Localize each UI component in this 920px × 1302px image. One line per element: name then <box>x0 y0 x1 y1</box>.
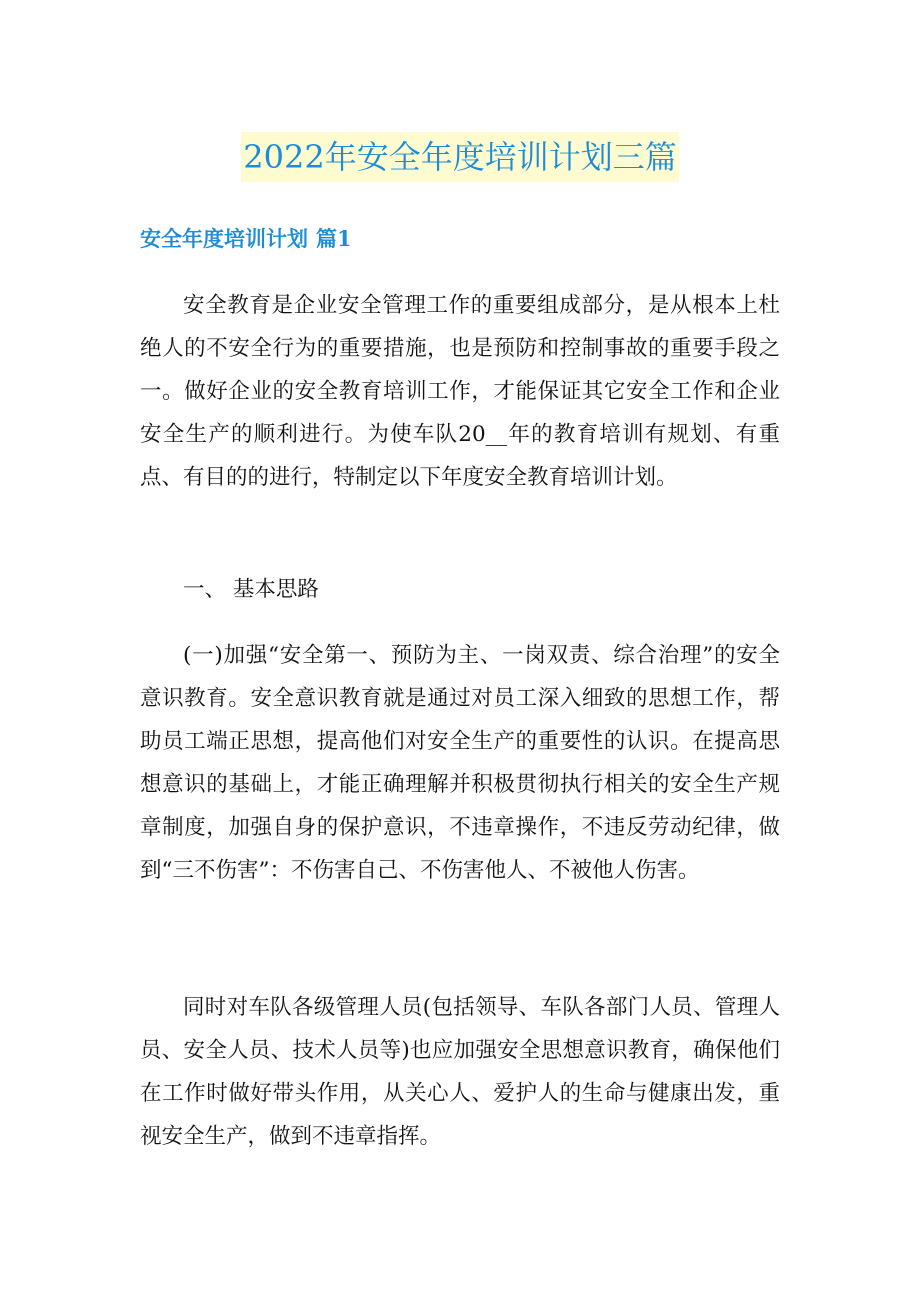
paragraph-intro: 安全教育是企业安全管理工作的重要组成部分，是从根本上杜绝人的不安全行为的重要措施，也是预防和控制事故的重要手段之一。做好企业的安全教育培训工作，才能保证其它安全工作和企业安全生产的顺利进行。为使车队20__年的教育培训有规划、有重点、有目的的进行，特制定以下年度安全教育培训计划。 <box>140 293 780 490</box>
section-heading-number: 篇1 <box>316 226 352 251</box>
paragraph-management-education: 同时对车队各级管理人员(包括领导、车队各部门人员、管理人员、安全人员、技术人员等)也应加强安全思想意识教育，确保他们在工作时做好带头作用，从关心人、爱护人的生命与健康出发，重视安全生产，做到不违章指挥。 <box>140 995 780 1149</box>
section-heading <box>140 222 352 256</box>
section-heading-text: 安全年度培训计划 <box>140 226 308 251</box>
document-title: 2022年安全年度培训计划三篇 <box>241 132 678 182</box>
title-container <box>0 132 920 182</box>
subheading-basic-ideas: 一、 基本思路 <box>183 577 319 602</box>
paragraph-safety-awareness: (一)加强“安全第一、预防为主、一岗双责、综合治理”的安全意识教育。安全意识教育就是通过对员工深入细致的思想工作，帮助员工端正思想，提高他们对安全生产的重要性的认识。在提高思想意识的基础上，才能正确理解并积极贯彻执行相关的安全生产规章制度，加强自身的保护意识，不违章操作，不违反劳动纪律，做到“三不伤害”：不伤害自己、不伤害他人、不被他人伤害。 <box>140 643 780 883</box>
